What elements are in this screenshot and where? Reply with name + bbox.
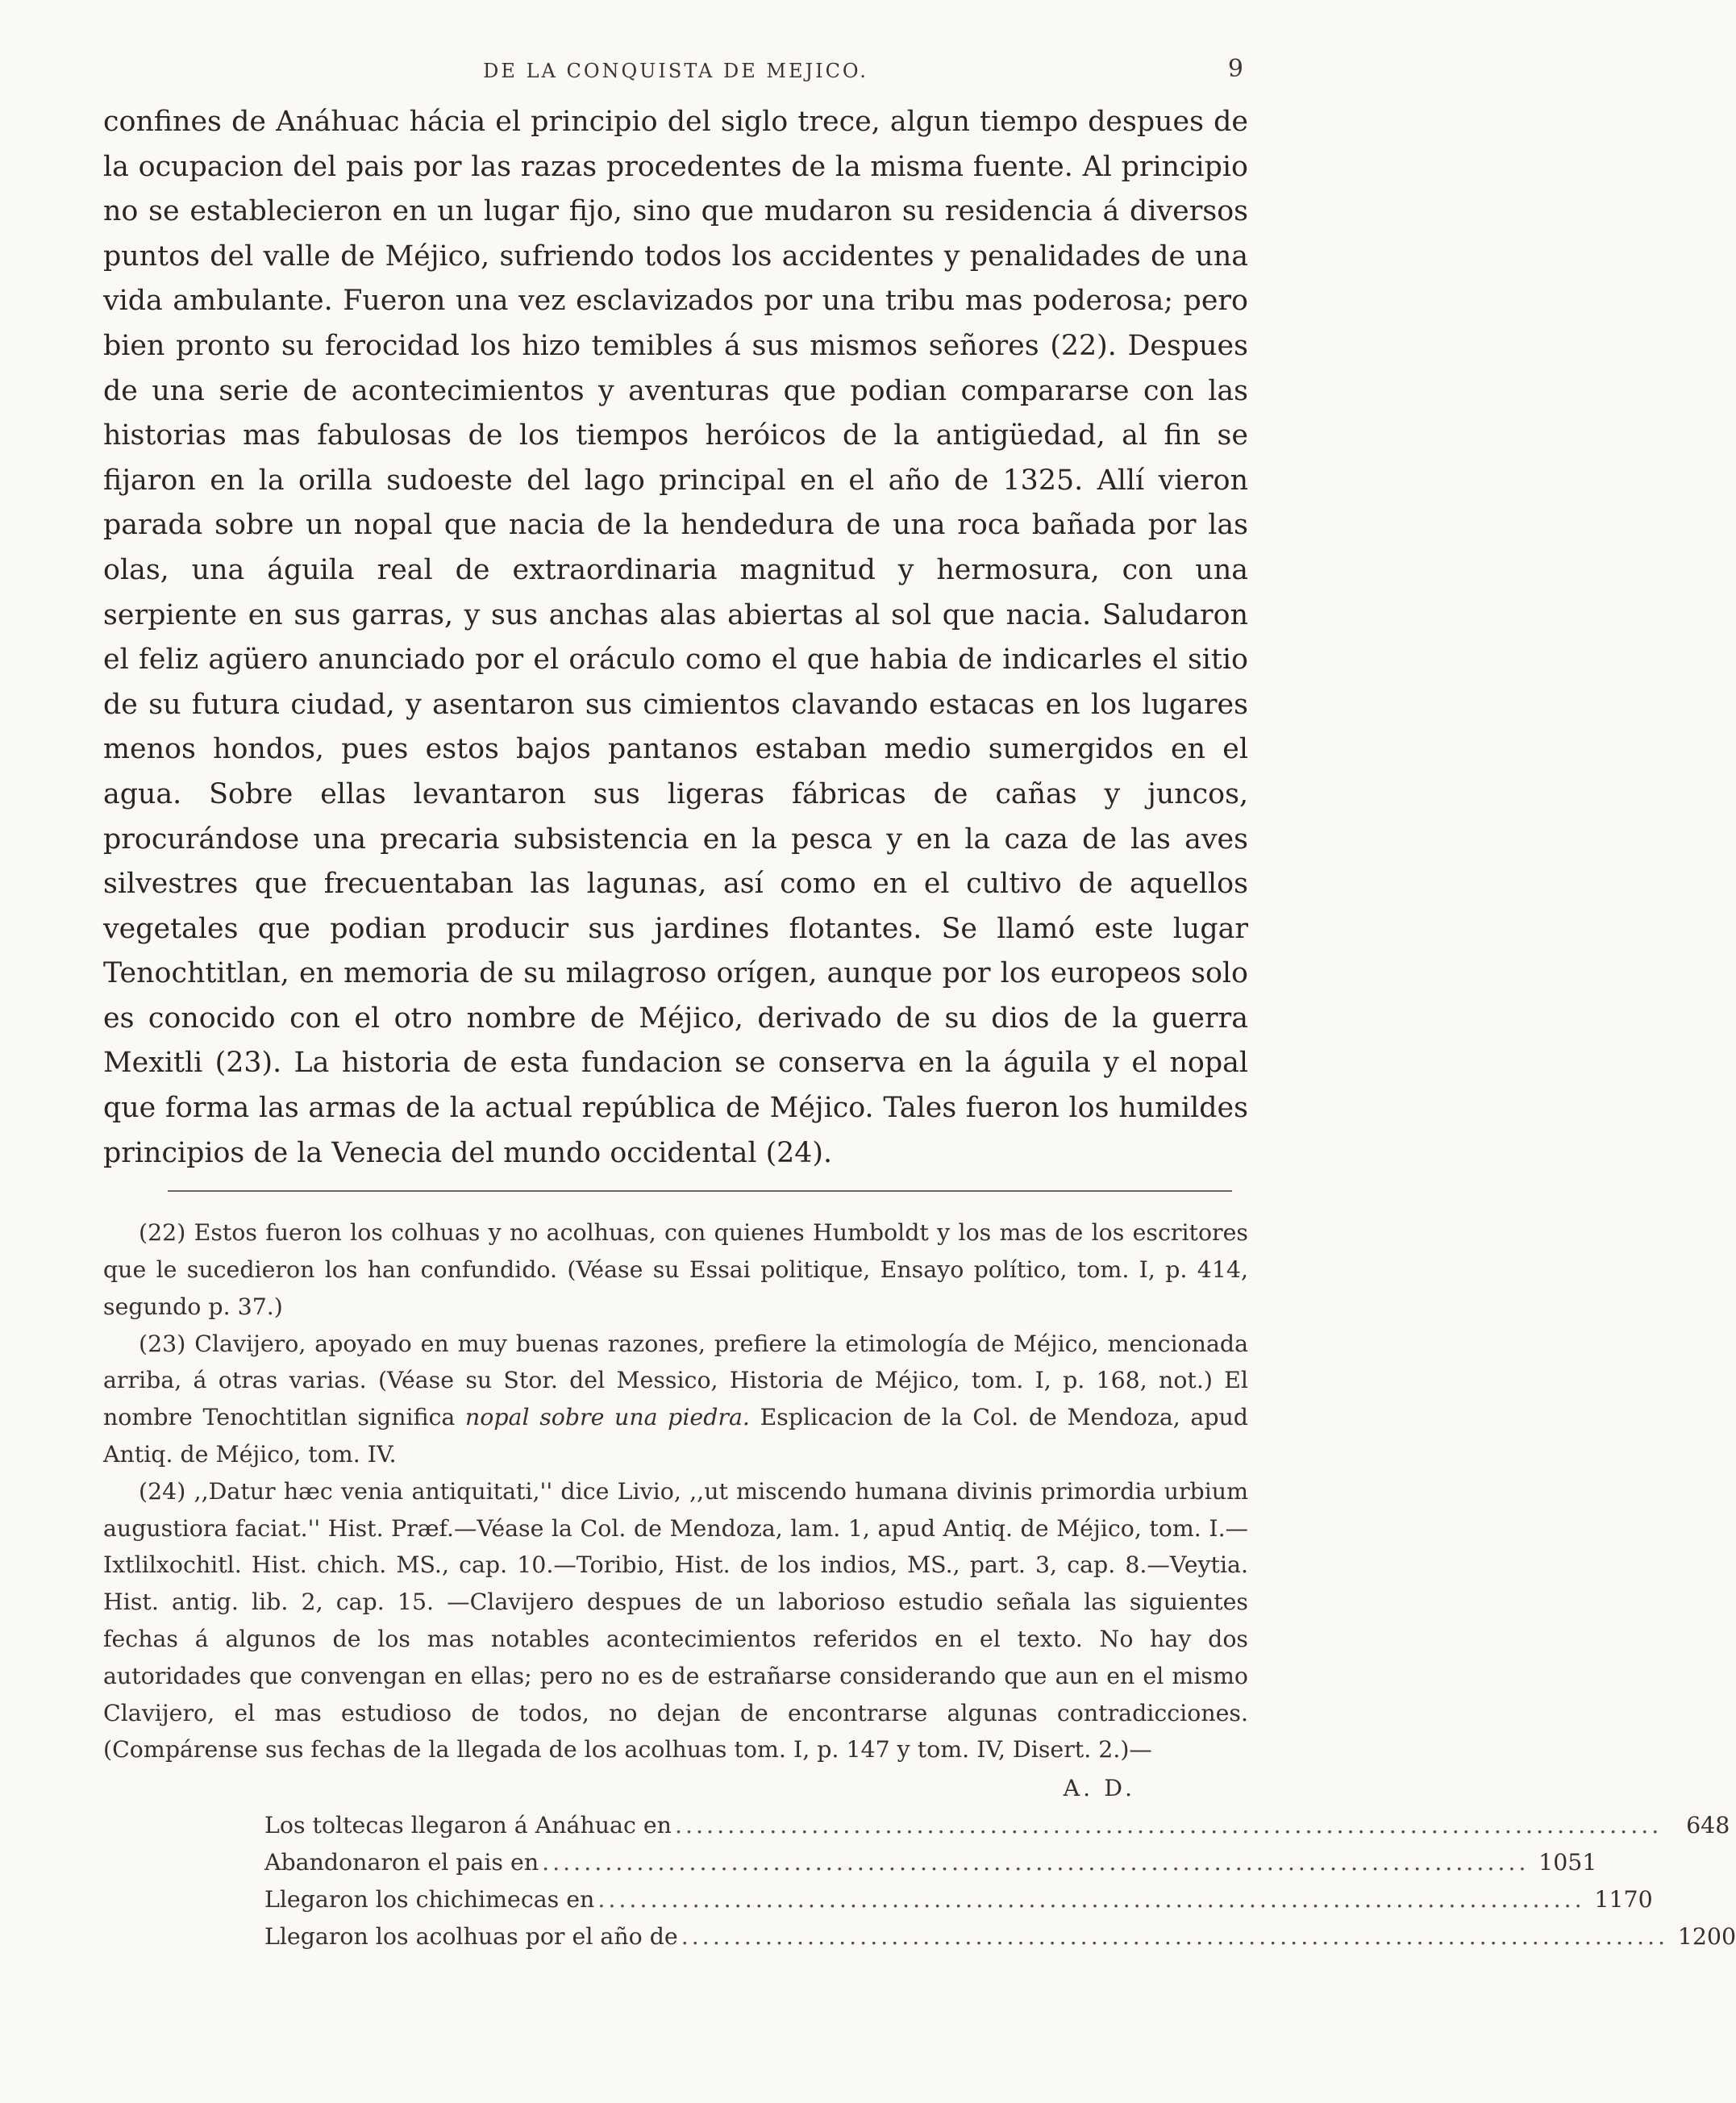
dot-leader: .............................................................................................. — [597, 1886, 1585, 1914]
footnote-divider — [168, 1190, 1232, 1192]
chronology-row — [264, 1881, 1653, 1918]
footnotes — [103, 1214, 1248, 1768]
footnote-24-ref: (24) — [139, 1477, 186, 1505]
footnote-22-ref: (22) — [139, 1219, 186, 1247]
main-text — [103, 100, 1248, 1176]
footnote-24-text: ,,Datur hæc venia antiquitati,'' dice Livio, ,,ut miscendo humana divinis primordia urbium augustiora faciat.'' Hist. Præf.—Véase la Col. de Mendoza, lam. 1, apud Antiq. de Méjico, tom. I.—Ixtlilxochitl. Hist. chich. MS., cap. 10.—Toribio, Hist. de los indios, MS., part. 3, cap. 8.—Veytia. Hist. antig. lib. 2, cap. 15. —Clavijero despues de un laborioso estudio señala las siguientes fechas á algunos de los mas notables acontecimientos referidos en el texto. No hay dos autoridades que convengan en ellas; pero no es de estrañarse considerando que aun en el mismo Clavijero, el mas estudioso de todos, no dejan de encontrarse algunas contradicciones. (Compárense sus fechas de la llegada de los acolhuas tom. I, p. 147 y tom. IV, Disert. 2.)— — [103, 1477, 1248, 1764]
chronology-year: 1051 — [1538, 1849, 1597, 1876]
chronology-year: 648 — [1686, 1812, 1730, 1839]
chronology-label: Llegaron los acolhuas por el año de — [264, 1923, 678, 1951]
chronology-row — [264, 1844, 1597, 1881]
footnote-23-text-before: Clavijero, apoyado en muy buenas razones, prefiere la etimología de Méjico, mencionada arriba, á otras varias. (Véase su Stor. del Messico, Historia de Méjico, tom. I, p. 168, not.) El nombre Tenochtitlan significa — [103, 1330, 1248, 1431]
chronology-year: 1170 — [1594, 1886, 1653, 1914]
chronology-row — [264, 1918, 1736, 1955]
page-number: 9 — [1227, 55, 1243, 83]
chronology-row — [264, 1807, 1730, 1844]
chronology-table — [103, 1770, 1736, 1955]
main-paragraph: confines de Anáhuac hácia el principio del siglo trece, algun tiempo despues de la ocupacion del pais por las razas procedentes de la misma fuente. Al principio no se establecieron en un lugar fijo, sino que mudaron su residencia á diversos puntos del valle de Méjico, sufriendo todos los accidentes y penalidades de una vida ambulante. Fueron una vez esclavizados por una tribu mas poderosa; pero bien pronto su ferocidad los hizo temibles á sus mismos señores (22). Despues de una serie de acontecimientos y aventuras que podian compararse con las historias mas fabulosas de los tiempos heróicos de la antigüedad, al fin se fijaron en la orilla sudoeste del lago principal en el año de 1325. Allí vieron parada sobre un nopal que nacia de la hendedura de una roca bañada por las olas, una águila real de extraordinaria magnitud y hermosura, con una serpiente en sus garras, y sus anchas alas abiertas al sol que nacia. Saludaron el feliz agüero anunciado por el oráculo como el que habia de indicarles el sitio de su futura ciudad, y asentaron sus cimientos clavando estacas en los lugares menos hondos, pues estos bajos pantanos estaban medio sumergidos en el agua. Sobre ellas levantaron sus ligeras fábricas de cañas y juncos, procurándose una precaria subsistencia en la pesca y en la caza de las aves silvestres que frecuentaban las lagunas, así como en el cultivo de aquellos vegetales que podian producir sus jardines flotantes. Se llamó este lugar Tenochtitlan, en memoria de su milagroso orígen, aunque por los europeos solo es conocido con el otro nombre de Méjico, derivado de su dios de la guerra Mexitli (23). La historia de esta fundacion se conserva en la águila y el nopal que forma las armas de la actual república de Méjico. Tales fueron los humildes principios de la Venecia del mundo occidental (24). — [103, 106, 1248, 1169]
footnote-23 — [103, 1326, 1248, 1473]
footnote-22-text: Estos fueron los colhuas y no acolhuas, con quienes Humboldt y los mas de los escritores que le sucedieron los han confundido. (Véase su Essai politique, Ensayo político, tom. I, p. 414, segundo p. 37.) — [103, 1219, 1248, 1320]
chronology-label: Los toltecas llegaron á Anáhuac en — [264, 1812, 672, 1839]
chronology-year: 1200 — [1677, 1923, 1736, 1951]
book-page — [103, 45, 1736, 2069]
footnote-23-ref: (23) — [139, 1330, 186, 1357]
footnote-23-italic: nopal sobre una piedra. — [465, 1404, 750, 1431]
dot-leader: .............................................................................................. — [542, 1849, 1530, 1876]
dot-leader: .............................................................................................. — [674, 1812, 1663, 1839]
dot-leader: .............................................................................................. — [681, 1923, 1669, 1951]
chronology-label: Abandonaron el pais en — [264, 1849, 539, 1876]
running-head: DE LA CONQUISTA DE MEJICO. — [483, 60, 868, 82]
page-header — [103, 45, 1248, 94]
footnote-23-text-after: Esplicacion de la Col. de Mendoza, apud Antiq. de Méjico, tom. IV. — [103, 1404, 1248, 1468]
chronology-header: A. D. — [1063, 1775, 1135, 1802]
footnote-22 — [103, 1214, 1248, 1325]
chronology-label: Llegaron los chichimecas en — [264, 1886, 595, 1914]
footnote-24 — [103, 1473, 1248, 1768]
